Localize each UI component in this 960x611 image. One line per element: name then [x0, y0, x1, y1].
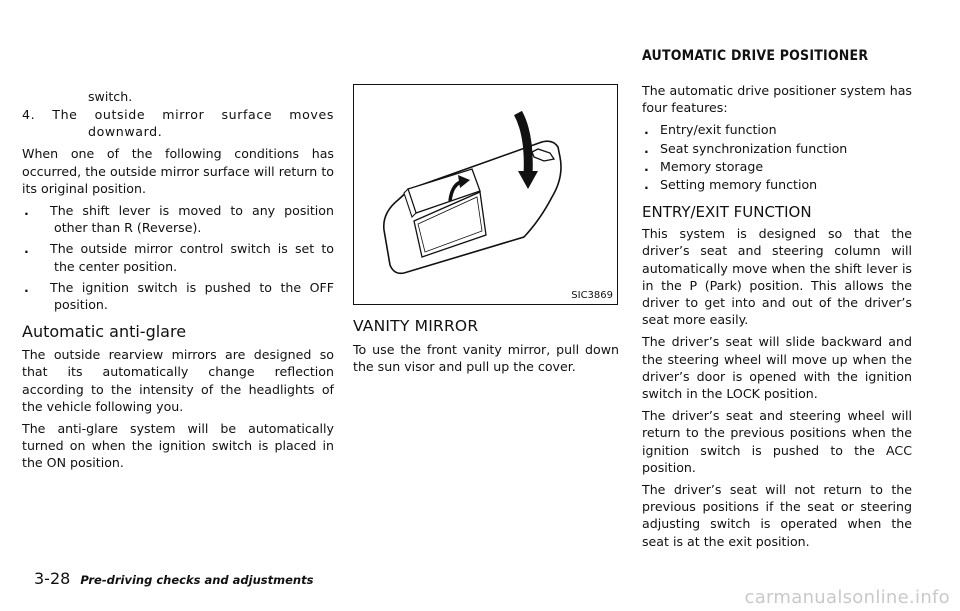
watermark: carmanualsonline.info	[744, 587, 950, 608]
bullet-list-conditions	[22, 202, 334, 313]
feature-list	[642, 121, 912, 193]
list-item: . The shift lever is moved to any position other than R (Reverse).	[24, 203, 334, 236]
paragraph-entry-exit-3: The driver’s seat and steering wheel will return to the previous positions when the ignition switch is pushed to the ACC position.	[642, 408, 912, 475]
paragraph-entry-exit-4: The driver’s seat will not return to the previous positions if the seat or steering adjusting switch is operated when the seat is at the exit position.	[642, 482, 912, 549]
paragraph-entry-exit-2: The driver’s seat will slide backward and the steering wheel will move up when the driver’s door is opened with the ignition switch in the LOCK position.	[642, 334, 912, 402]
paragraph-anti-glare-on: The anti-glare system will be automatically turned on when the ignition switch is placed in the ON position.	[22, 421, 334, 471]
heading-automatic-anti-glare: Automatic anti-glare	[22, 322, 187, 342]
paragraph-conditions: When one of the following conditions has occurred, the outside mirror surface will return to its original position.	[22, 146, 334, 196]
figure-code: SIC3869	[571, 290, 613, 301]
page-number: 3-28	[34, 569, 71, 588]
column-right	[642, 82, 912, 550]
paragraph-anti-glare-design: The outside rearview mirrors are designed so that its automatically change reflection according to the intensity of the headlights of the vehicle following you.	[22, 347, 334, 414]
heading-entry-exit: ENTRY/EXIT FUNCTION	[642, 203, 812, 222]
continued-text: switch.	[88, 89, 133, 104]
list-item: . The ignition switch is pushed to the OFF position.	[24, 279, 334, 313]
heading-vanity-mirror: VANITY MIRROR	[353, 317, 479, 335]
list-item: . The outside mirror control switch is set to the center position.	[24, 241, 334, 274]
section-title: AUTOMATIC DRIVE POSITIONER	[642, 48, 869, 64]
sun-visor-illustration	[354, 85, 617, 304]
paragraph-vanity-mirror: To use the front vanity mirror, pull down the sun visor and pull up the cover.	[353, 342, 619, 375]
column-middle	[353, 316, 619, 375]
list-item: . Seat synchronization function	[644, 140, 848, 156]
page-footer	[34, 569, 313, 588]
sun-visor-figure	[353, 84, 618, 305]
footer-section-name: Pre-driving checks and adjustments	[80, 573, 314, 587]
list-item: . Entry/exit function	[644, 122, 777, 138]
paragraph-intro: The automatic drive positioner system has four features:	[642, 83, 912, 116]
list-item: . Memory storage	[644, 158, 764, 174]
paragraph-entry-exit-1: This system is designed so that the driver’s seat and steering column will automatically move when the shift lever is in the P (Park) position. This allows the driver to get into and out of the driver’s seat more easily.	[642, 226, 912, 328]
list-item: . Setting memory function	[644, 177, 818, 193]
step-4: 4. The outside mirror surface moves downward.	[22, 107, 334, 140]
